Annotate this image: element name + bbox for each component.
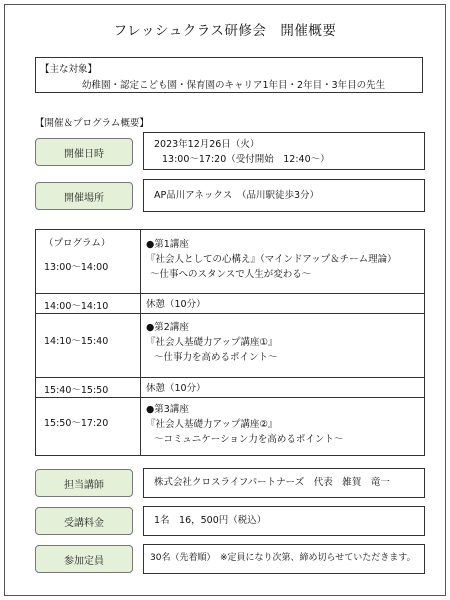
program-line: ●第3講座 [146,404,189,415]
capacity-value-box [143,544,425,574]
program-time: 13:00～14:00 [44,262,109,273]
date-label: 開催日時 [35,138,133,166]
instructor-text: 株式会社クロスライフパートナーズ 代表 雑賀 竜一 [154,477,390,488]
program-line: 『社会人基礎力アップ講座②』 [146,419,278,430]
program-line: ～仕事へのスタンスで人生が変わる～ [150,269,312,280]
overview-section-label: 【開催＆プログラム概要】 [35,118,149,129]
target-audience-text: 幼稚園・認定こども園・保育園のキャリア1年目・2年目・3年目の先生 [82,80,386,91]
program-row [36,293,424,313]
program-line: ～コミュニケーション力を高めるポイント～ [154,434,344,445]
fee-value-box [143,506,425,536]
fee-label: 受講料金 [35,507,133,535]
program-row [36,377,424,397]
date-line-1: 2023年12月26日（火） [154,139,260,150]
program-time: 14:10～15:40 [44,336,109,347]
instructor-label: 担当講師 [35,469,133,497]
program-content: 休憩（10分） [146,383,206,394]
venue-label: 開催場所 [35,182,133,210]
target-audience-label: 【主な対象】 [40,64,98,75]
program-time: 15:50～17:20 [44,418,109,429]
program-row [36,313,424,377]
program-content [146,402,343,447]
page-title: フレッシュクラス研修会 開催概要 [113,23,337,39]
program-line: ●第2講座 [146,322,189,333]
program-time: 14:00～14:10 [44,301,109,312]
fee-text: 1名 16，500円（税込） [154,515,267,526]
program-line: 『社会人としての心構え』（マインドアップ＆チーム理論） [146,254,397,265]
venue-text: AP品川アネックス （品川駅徒歩3分） [154,190,320,201]
program-content [146,320,278,365]
program-content: 休憩（10分） [146,299,206,310]
program-content [146,237,397,282]
document-page [4,4,446,596]
program-table [35,229,425,456]
program-time: 15:40～15:50 [44,385,109,396]
program-row [36,397,424,457]
capacity-text: 30名（先着順） ※定員になり次第、締め切らせていただきます。 [150,553,416,563]
instructor-value-box [143,468,425,498]
program-line: ●第1講座 [146,239,189,250]
program-header: （プログラム） [44,238,111,249]
venue-value-box [143,179,425,212]
date-value-box [143,132,425,170]
program-line: 『社会人基礎力アップ講座①』 [146,337,278,348]
program-row [36,230,424,293]
date-line-2: 13:00～17:20（受付開始 12:40～） [162,154,330,165]
program-line: ～仕事力を高めるポイント～ [154,352,278,363]
target-audience-box [35,57,423,93]
capacity-label: 参加定員 [35,545,133,573]
